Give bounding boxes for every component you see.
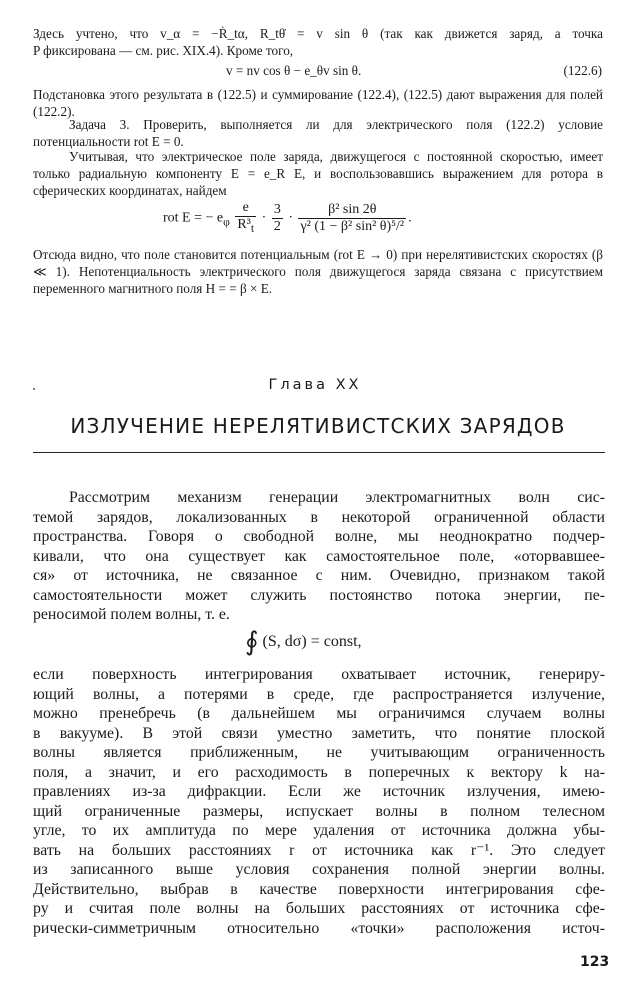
chapter-title-rule <box>33 452 605 453</box>
body-p2-line-4: в вакууме). В этой связи уместно заметить, что понятие плоской <box>33 724 605 742</box>
fraction-beta-numerator: β² sin 2θ <box>298 202 406 219</box>
body-p2-line-7: правлениях из-за дифракции. Если же источник излучения, имею- <box>33 783 605 800</box>
body-p1-line-2: темой зарядов, локализованных в некоторой ограниченной области <box>33 508 605 526</box>
fraction-2-denominator: 2 <box>273 218 281 234</box>
body-p1-line-5: ся» от источника, не связанное с ним. Очевидно, признаком такой <box>33 567 605 584</box>
equation-number-122-6: (122.6) <box>563 63 602 78</box>
paragraph-substitution: Подстановка этого результата в (122.5) и суммирование (122.4), (122.5) дают выражения для полей (122.2). <box>33 87 603 120</box>
body-p1-line-4: кивали, что она существует как самостоятельное поле, «оторвавшее- <box>33 547 605 565</box>
equation-122-6: v = nv cos θ − e_θv sin θ. <box>226 63 362 78</box>
body-p2-line-12: Действительно, выбрав в качестве поверхности интегрирования сфе- <box>33 880 605 898</box>
body-p2-line-2: ющий волны, а потерями в среде, где распространяется излучение, <box>33 685 605 703</box>
top-text-line-1 <box>33 25 603 59</box>
task-3: Задача 3. Проверить, выполняется ли для электрического поля (122.2) условие потенциальности rot E = 0. <box>33 117 603 150</box>
fraction-e-over-r <box>235 200 256 237</box>
body-p2-line-13: ру и считая поле волны на больших расстояниях от источника сфе- <box>33 900 605 917</box>
body-p1-line-1: Рассмотрим механизм генерации электромагнитных волн сис- <box>69 489 605 506</box>
chapter-title: ИЗЛУЧЕНИЕ НЕРЕЛЯТИВИСТСКИХ ЗАРЯДОВ <box>70 414 566 438</box>
paragraph-potential: Отсюда видно, что поле становится потенциальным (rot E → 0) при нерелятивистских скоростях (β ≪ 1). Непотенциальность электрического поля движущегося заряда связана с присутствием переменного магнитного поля H = = β × E. <box>33 247 603 297</box>
energy-flux-expression: (S, dσ) = const, <box>262 633 362 650</box>
fraction-r-denominator <box>235 217 256 237</box>
body-p2-line-6: поля, а значит, и его расходимость в поперечных к вектору k на- <box>33 763 605 781</box>
body-paragraph-1 <box>33 488 605 625</box>
body-p2-line-3: можно пренебречь (в дальнейшем мы ограничимся случаем волны <box>33 705 605 722</box>
fraction-beta-gamma <box>298 202 406 235</box>
rot-e-lhs: rot E = − e <box>163 210 224 226</box>
fraction-gamma-denominator: γ² (1 − β² sin² θ)⁵/² <box>300 218 405 234</box>
body-p2-line-5: волны является приближенным, не учитывающим ограниченность <box>33 744 605 761</box>
body-p2-line-1: если поверхность интегрирования охватывает источник, генериру- <box>33 666 605 683</box>
body-p2-line-11: из записанного выше условия сохранения полной энергии волны. <box>33 861 605 878</box>
body-p1-line-3: пространства. Говоря о свободной волне, мы неоднократно подчер- <box>33 528 605 545</box>
equation-energy-flux <box>245 627 362 657</box>
paragraph-radial-component: Учитывая, что электрическое поле заряда, движущегося с постоянной скоростью, имеет только радиальную компоненту E = e_R E, и воспользовавшись выражением для ротора в сферических координатах, найдем <box>33 149 603 199</box>
r-cubed: R³ <box>237 217 251 232</box>
body-p2-line-8: щий ограниченные размеры, испускает волны в полном телесном <box>33 802 605 820</box>
body-p2-line-9: угле, то их амплитуда по мере удаления от источника должна убы- <box>33 822 605 839</box>
fraction-3-numerator: 3 <box>273 201 281 217</box>
intro-line-2: P фиксирована — см. рис. XIX.4). Кроме того, <box>33 43 294 59</box>
body-p2-line-10: вать на больших расстояниях r от источника как r⁻¹. Это следует <box>33 841 605 859</box>
body-paragraph-2 <box>33 665 605 938</box>
chapter-label: Глава XX <box>268 377 362 393</box>
body-p1-line-7: реносимой полем волны, т. е. <box>33 606 230 623</box>
body-p2-line-14: рически-симметричным относительно «точки» расположения источ- <box>33 919 605 937</box>
body-p1-line-6: самостоятельности может служить постоянство потока энергии, пе- <box>33 586 605 604</box>
equation-rot-e: rot E = − $e_\varphi$ $\frac{e}{R^3_t}$ · $\frac{3}{2}$ · $\frac{\text{β² sin 2θ}}{\text{γ² (1 − β² sin² θ)⁵/²}}$ . <box>163 200 412 235</box>
page-number: 123 <box>580 954 610 970</box>
fraction-three-halves <box>272 202 283 235</box>
fraction-e-numerator: e <box>235 200 256 217</box>
intro-line-1: Здесь учтено, что v_α = −Ṙ_tα, R_tθ̇ = v sin θ (так как движется заряд, а точка <box>33 26 603 41</box>
contour-integral-sign: ∮ <box>245 627 259 656</box>
r-subscript-t: t <box>250 221 255 235</box>
rot-e-phi: φ <box>223 215 230 229</box>
